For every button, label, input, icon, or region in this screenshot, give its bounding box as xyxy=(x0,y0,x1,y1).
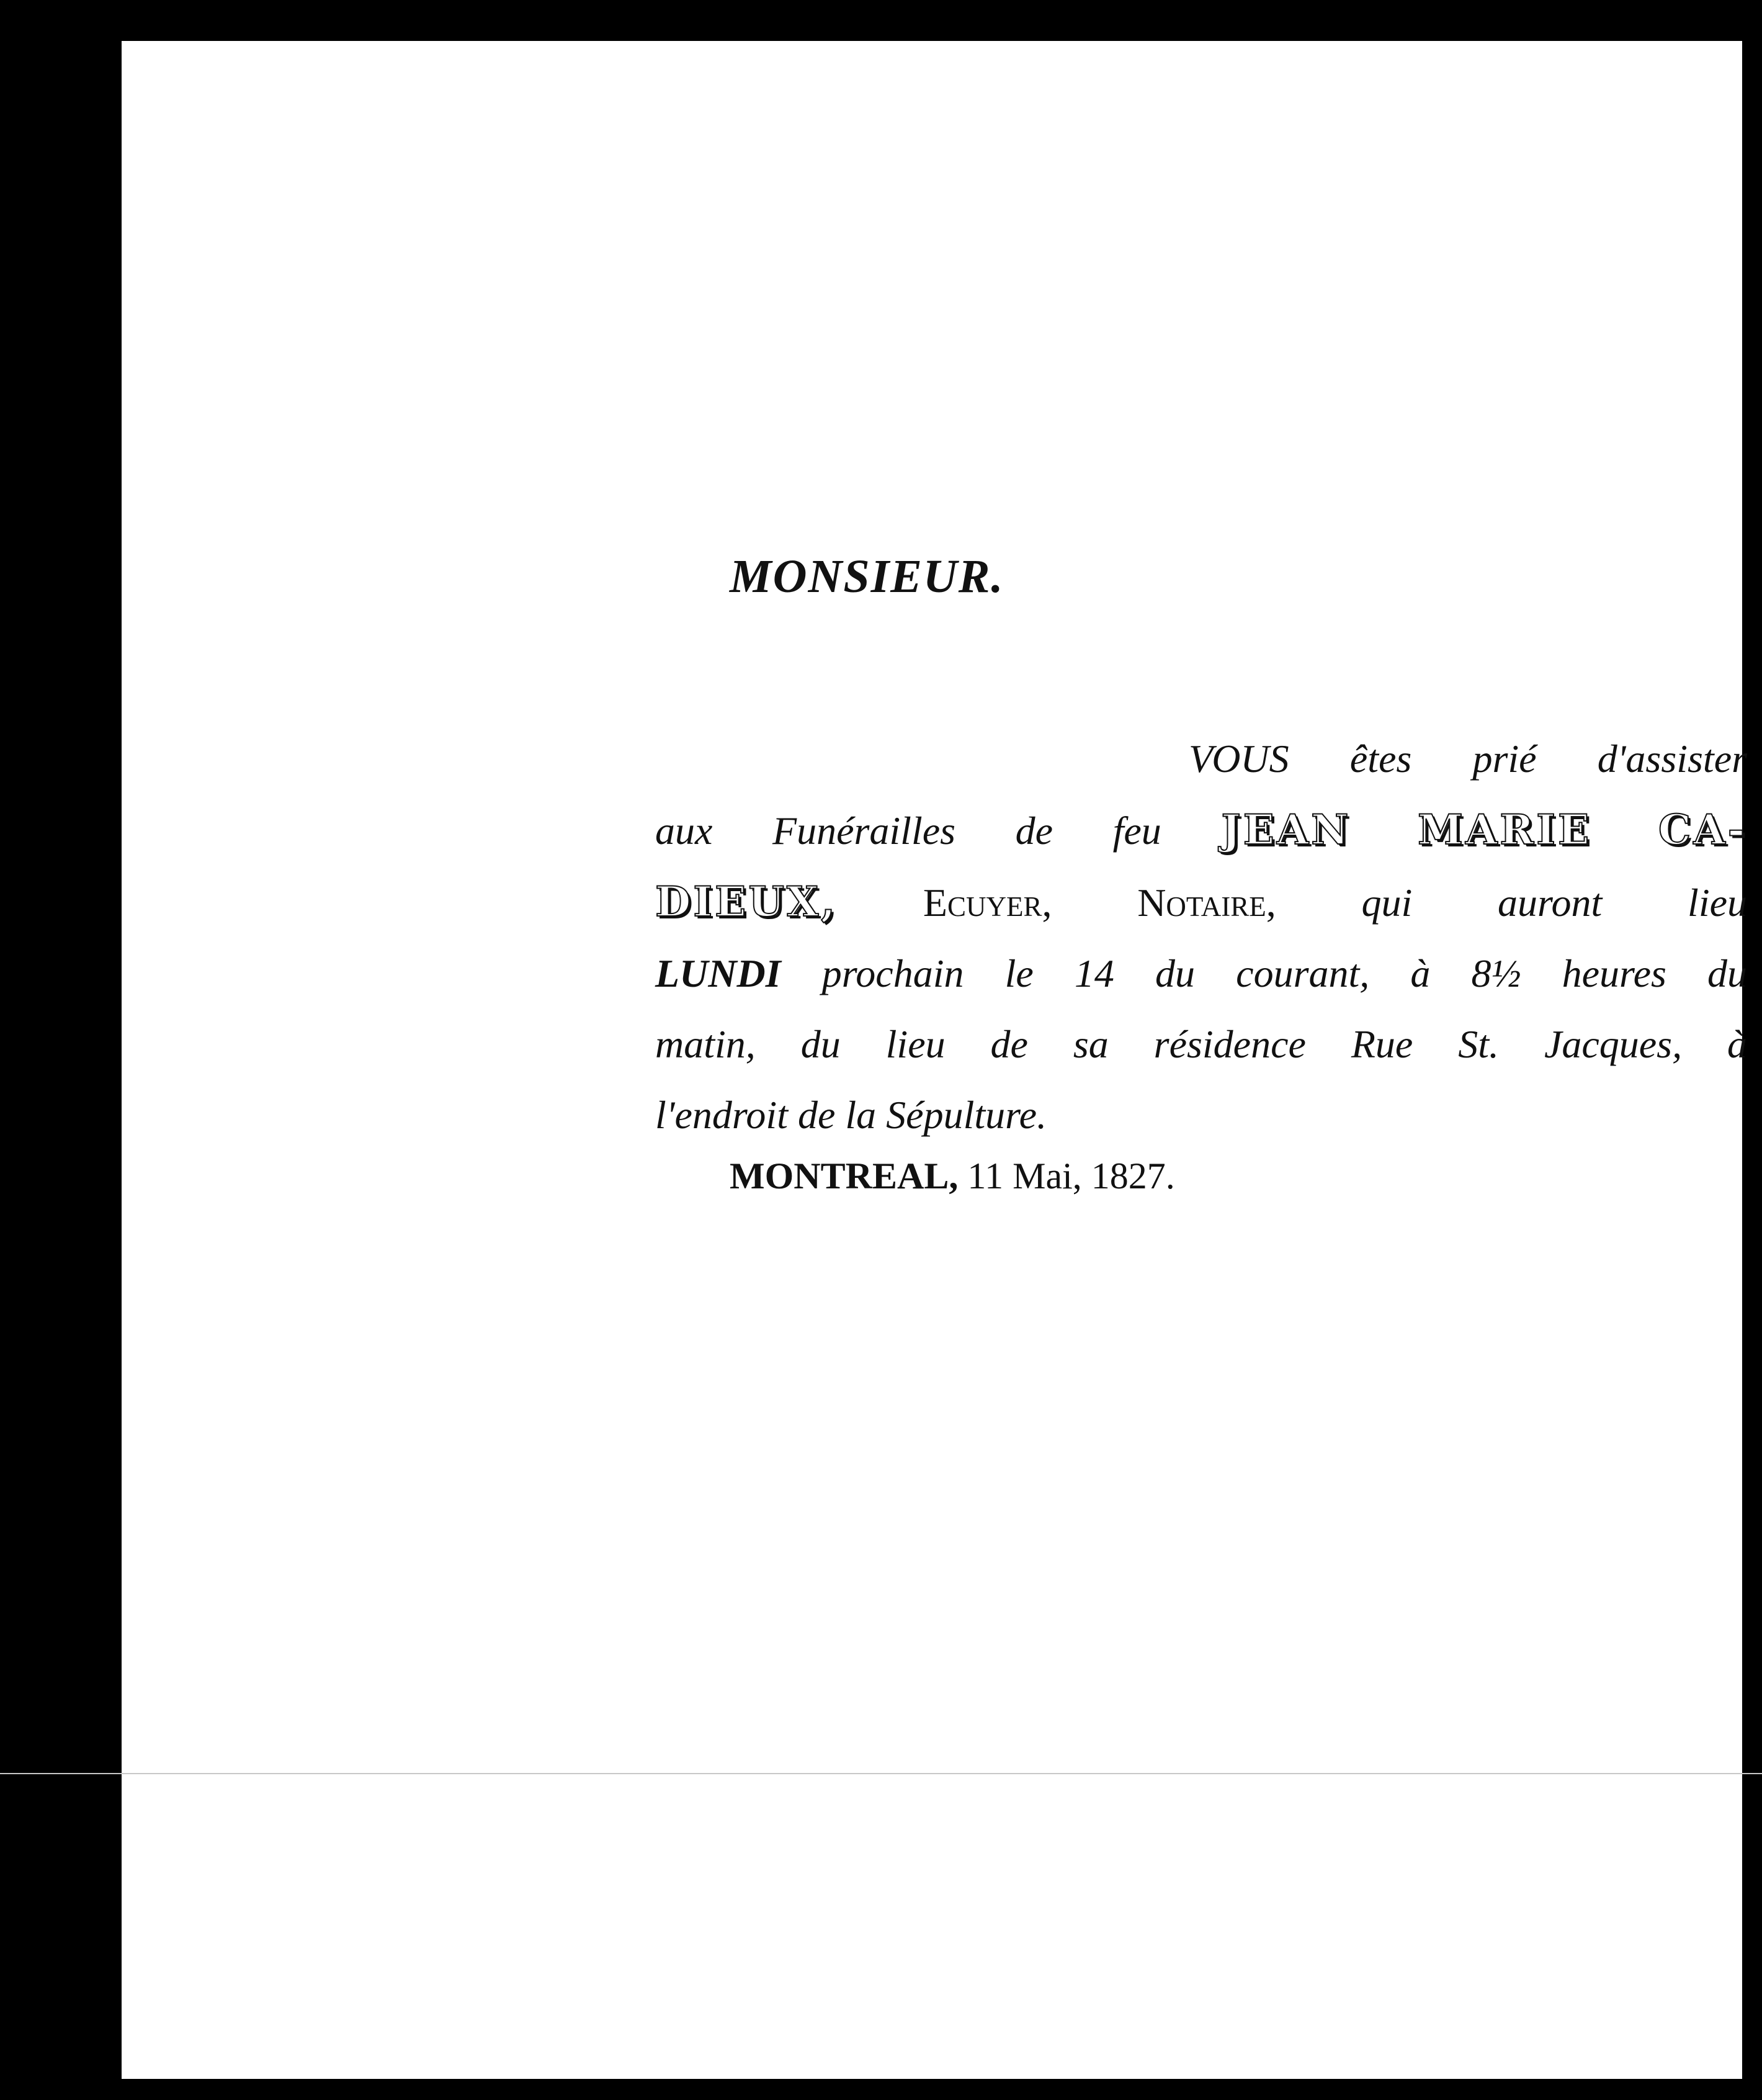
notice-line-1 xyxy=(655,724,1747,794)
notice-line-6 xyxy=(655,1080,1747,1151)
day-word: LUNDI xyxy=(655,951,781,995)
dateline xyxy=(730,1155,1175,1198)
salutation: MONSIEUR. xyxy=(730,550,1004,603)
notice-line-1-text: êtes prié d'assister xyxy=(1289,737,1747,781)
deceased-name-part2: DIEUX, xyxy=(655,877,838,926)
deceased-name-part1: JEAN MARIE CA- xyxy=(1221,805,1748,854)
title-notaire: Notaire, xyxy=(1052,881,1276,925)
title-ecuyer: Ecuyer, xyxy=(838,881,1052,925)
notice-line-6-text: l'endroit de la Sépulture. xyxy=(655,1093,1047,1137)
scan-fold-line xyxy=(0,1773,1762,1774)
notice-line-3 xyxy=(655,866,1747,938)
notice-line-2 xyxy=(655,794,1747,866)
notice-line-4-text: prochain le 14 du courant, à 8½ heures du xyxy=(780,951,1747,995)
notice-line-5-text: matin, du lieu de sa résidence Rue St. Jacques, à xyxy=(655,1022,1747,1066)
notice-body xyxy=(655,724,1747,1151)
notice-line-2-text: aux Funérailles de feu xyxy=(655,809,1222,853)
notice-line-3-text: qui auront lieu xyxy=(1276,881,1748,925)
vous-word: VOUS xyxy=(1189,737,1289,781)
dateline-date: 11 Mai, 1827. xyxy=(958,1155,1175,1196)
notice-line-4 xyxy=(655,938,1747,1009)
notice-line-5 xyxy=(655,1009,1747,1080)
dateline-place: MONTREAL, xyxy=(730,1155,959,1196)
